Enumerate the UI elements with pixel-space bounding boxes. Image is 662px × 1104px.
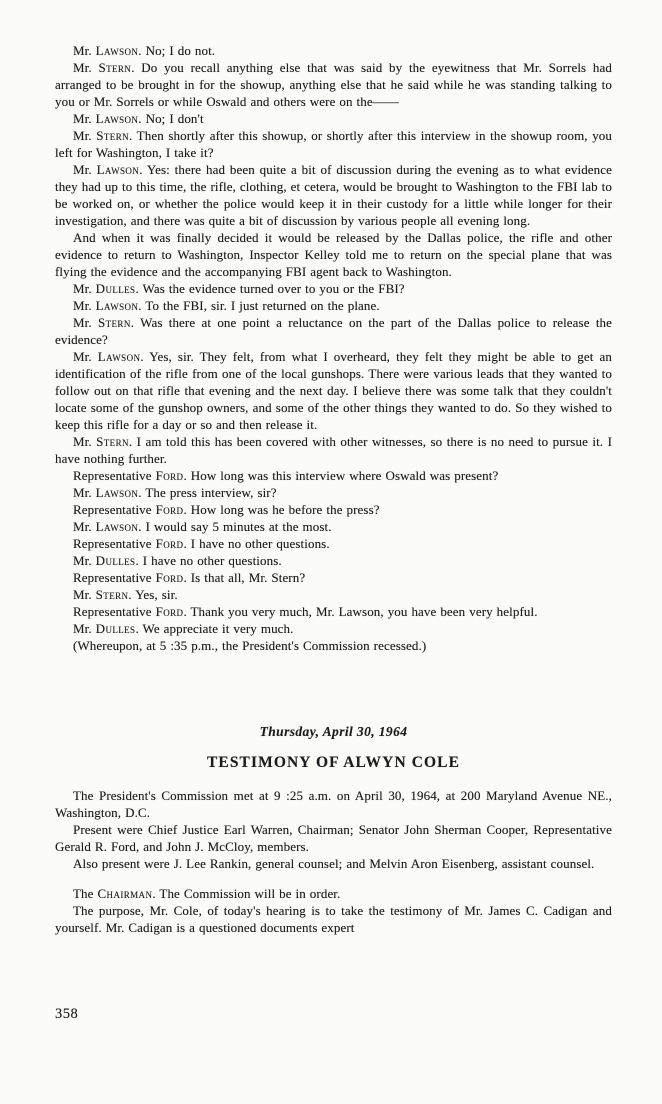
transcript-paragraph: Mr. Lawson. I would say 5 minutes at the most. [73, 519, 332, 534]
speaker-name: Lawson [97, 349, 141, 364]
speaker-name: Ford [155, 536, 184, 551]
transcript-paragraph: Mr. Dulles. We appreciate it very much. [73, 621, 294, 636]
speaker-name: Ford [155, 604, 184, 619]
transcript-paragraph: Representative Ford. Is that all, Mr. Stern? [73, 570, 306, 585]
intro-paragraph: The President's Commission met at 9 :25 a.m. on April 30, 1964, at 200 Maryland Avenue NE., Washington, D.C. [55, 788, 612, 820]
transcript-paragraph: Mr. Dulles. I have no other questions. [73, 553, 282, 568]
transcript-paragraph: Representative Ford. Thank you very much, Mr. Lawson, you have been very helpful. [73, 604, 538, 619]
speaker-name: Stern [98, 315, 131, 330]
speaker-name: Dulles [95, 553, 136, 568]
speaker-name: Chairman [97, 886, 153, 901]
speaker-name: Stern [96, 128, 130, 143]
speaker-name: Ford [155, 502, 184, 517]
page-number: 358 [55, 1006, 79, 1022]
speaker-name: Lawson [95, 519, 139, 534]
transcript-paragraph: Mr. Lawson. Yes: there had been quite a bit of discussion during the evening as to what evidence they had up to this time, the rifle, clothing, et cetera, would be brought to Washington to the FBI lab to be worked on, or whether the police would keep it in their custody for a little while longer for their investigation, and there was quite a bit of discussion by various people all evening long. [55, 162, 612, 228]
speaker-name: Lawson [95, 43, 139, 58]
transcript-paragraph: Representative Ford. How long was he before the press? [73, 502, 380, 517]
speaker-name: Stern [95, 587, 129, 602]
speaker-name: Stern [98, 60, 132, 75]
speaker-name: Ford [155, 468, 184, 483]
transcript-paragraph: Mr. Lawson. To the FBI, sir. I just returned on the plane. [73, 298, 380, 313]
session-date-heading: Thursday, April 30, 1964 [259, 724, 408, 739]
testimony-title: TESTIMONY OF ALWYN COLE [206, 754, 461, 771]
speaker-name: Dulles [95, 621, 136, 636]
transcript-paragraph: Mr. Lawson. Yes, sir. They felt, from what I overheard, they felt they might be able to get an identification of the rifle from one of the local gunshops. There were various leads that they wanted to follow out on that rifle that evening and the next day. I believe there was some talk that they couldn't locate some of the gunshop owners, and some of the other things they wanted to do. So they wished to keep this rifle for a day or so and then release it. [55, 349, 612, 432]
speaker-name: Lawson [95, 485, 139, 500]
transcript-paragraph: Mr. Lawson. The press interview, sir? [73, 485, 277, 500]
session-intro [55, 787, 612, 872]
transcript-section [55, 42, 612, 654]
intro-paragraph: Present were Chief Justice Earl Warren, Chairman; Senator John Sherman Cooper, Representative Gerald R. Ford, and John J. McCloy, members. [55, 822, 612, 854]
transcript-paragraph: Mr. Stern. I am told this has been covered with other witnesses, so there is no need to pursue it. I have nothing further. [55, 434, 612, 466]
transcript-paragraph: Mr. Dulles. Was the evidence turned over to you or the FBI? [73, 281, 405, 296]
session-body [55, 885, 612, 936]
speaker-name: Dulles [95, 281, 136, 296]
transcript-paragraph: Mr. Stern. Was there at one point a reluctance on the part of the Dallas police to release the evidence? [55, 315, 613, 347]
speaker-name: Lawson [95, 298, 139, 313]
transcript-paragraph: And when it was finally decided it would be released by the Dallas police, the rifle and other evidence to return to Washington, Inspector Kelley told me to return on the special plane that was flying the evidence and the accompanying FBI agent back to Washington. [55, 230, 612, 279]
speaker-name: Lawson [96, 162, 140, 177]
intro-paragraph: Also present were J. Lee Rankin, general counsel; and Melvin Aron Eisenberg, assistant counsel. [73, 856, 595, 871]
speaker-name: Lawson [95, 111, 139, 126]
session-paragraph: The Chairman. The Commission will be in order. [73, 886, 341, 901]
transcript-paragraph: Mr. Stern. Do you recall anything else that was said by the eyewitness that Mr. Sorrels had arranged to be brought in for the showup, anything else that he said while he was standing talking to you or Mr. Sorrels or while Oswald and others were on the—— [55, 60, 613, 109]
speaker-name: Ford [155, 570, 184, 585]
speaker-name: Stern [96, 434, 129, 449]
transcript-paragraph: (Whereupon, at 5 :35 p.m., the President's Commission recessed.) [73, 638, 427, 653]
text-column [55, 42, 612, 936]
transcript-paragraph: Representative Ford. How long was this interview where Oswald was present? [73, 468, 499, 483]
transcript-paragraph: Mr. Lawson. No; I do not. [73, 43, 216, 58]
transcript-paragraph: Mr. Stern. Then shortly after this showup, or shortly after this interview in the showup room, you left for Washington, I take it? [55, 128, 613, 160]
transcript-paragraph: Representative Ford. I have no other questions. [73, 536, 330, 551]
session-paragraph: The purpose, Mr. Cole, of today's hearing is to take the testimony of Mr. James C. Cadigan and yourself. Mr. Cadigan is a questioned documents expert [55, 903, 612, 935]
transcript-paragraph: Mr. Lawson. No; I don't [73, 111, 204, 126]
transcript-paragraph: Mr. Stern. Yes, sir. [73, 587, 178, 602]
session-section [55, 724, 612, 936]
